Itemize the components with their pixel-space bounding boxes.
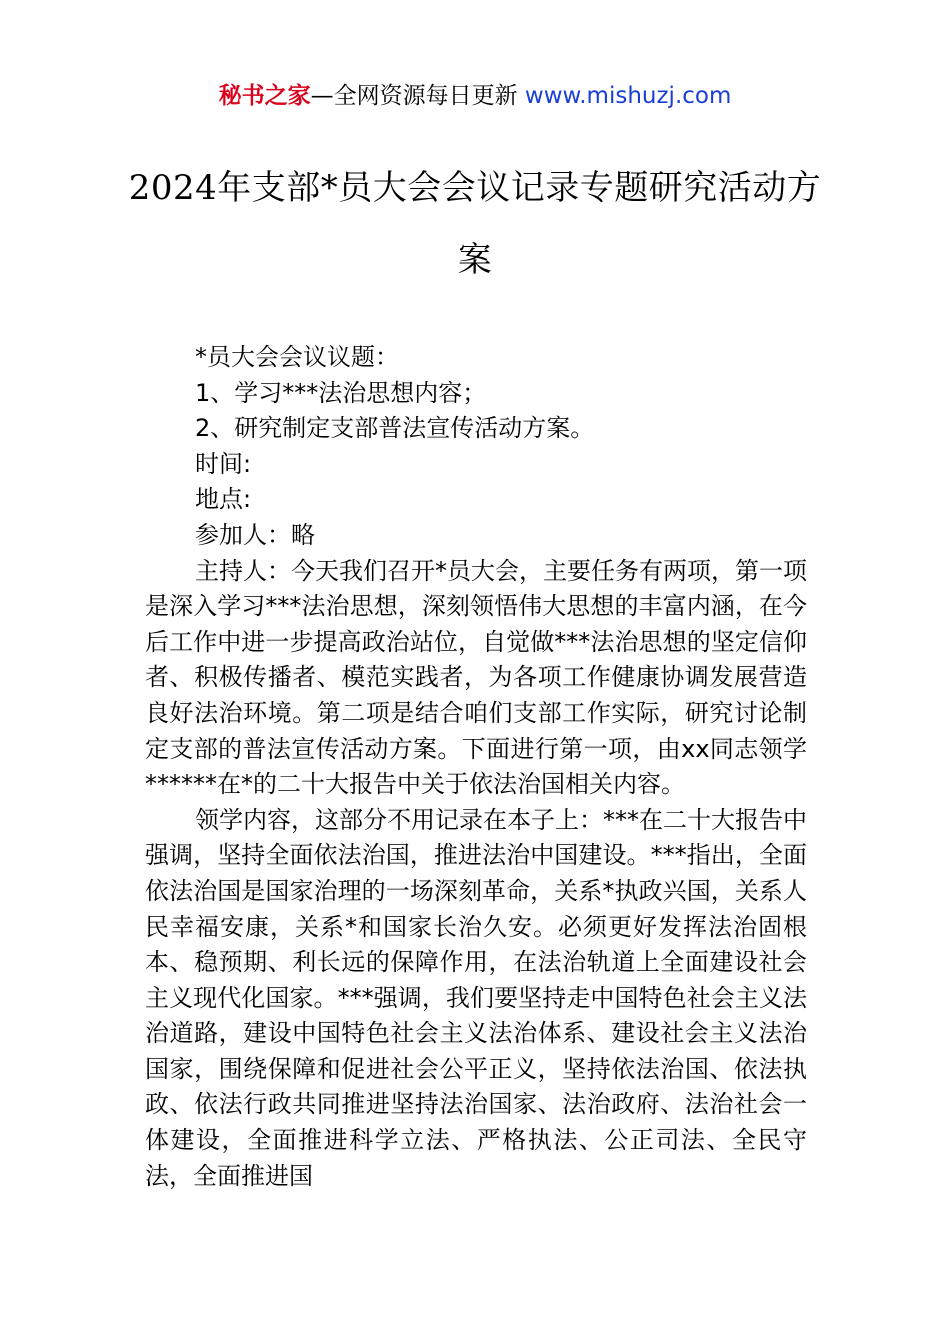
brand-name: 秘书之家 — [218, 83, 311, 109]
header-tagline: —全网资源每日更新 — [310, 83, 525, 109]
document-title: 2024年支部*员大会会议记录专题研究活动方案 — [128, 168, 822, 280]
attendees-line: 参加人：略 — [195, 520, 315, 549]
study-content-paragraph: 领学内容，这部分不用记录在本子上：***在二十大报告中强调，坚持全面依法治国，推进法治中国建设。***指出，全面依法治国是国家治理的一场深刻革命，关系*执政兴国，关系人民幸福安康，关系*和国家长治久安。必须更好发挥法治固根本、稳预期、利长远的保障作用，在法治轨道上全面建设社会主义现代化国家。***强调，我们要坚持走中国特色社会主义法治道路，建设中国特色社会主义法治体系、建设社会主义法治国家，围绕保障和促进社会公平正义，坚持依法治国、依法执政、依法行政共同推进坚持法治国家、法治政府、法治社会一体建设，全面推进科学立法、严格执法、公正司法、全民守法，全面推进国 — [145, 805, 807, 1190]
agenda-item-1: 1、学习***法治思想内容； — [195, 378, 487, 407]
document-body — [145, 340, 807, 1194]
host-paragraph: 主持人：今天我们召开*员大会，主要任务有两项，第一项是深入学习***法治思想，深刻领悟伟大思想的丰富内涵，在今后工作中进一步提高政治站位，自觉做***法治思想的坚定信仰者、积极传播者、模范实践者，为各项工作健康协调发展营造良好法治环境。第二项是结合咱们支部工作实际，研究讨论制定支部的普法宣传活动方案。下面进行第一项，由xx同志领学******在*的二十大报告中关于依法治国相关内容。 — [145, 556, 807, 799]
time-line: 时间: — [195, 449, 252, 478]
agenda-item-2: 2、研究制定支部普法宣传活动方案。 — [195, 414, 595, 443]
agenda-heading: *员大会会议议题： — [195, 343, 399, 371]
site-url-link[interactable]: www.mishuzj.com — [524, 83, 732, 109]
location-line: 地点: — [195, 485, 252, 514]
site-header — [0, 80, 950, 112]
